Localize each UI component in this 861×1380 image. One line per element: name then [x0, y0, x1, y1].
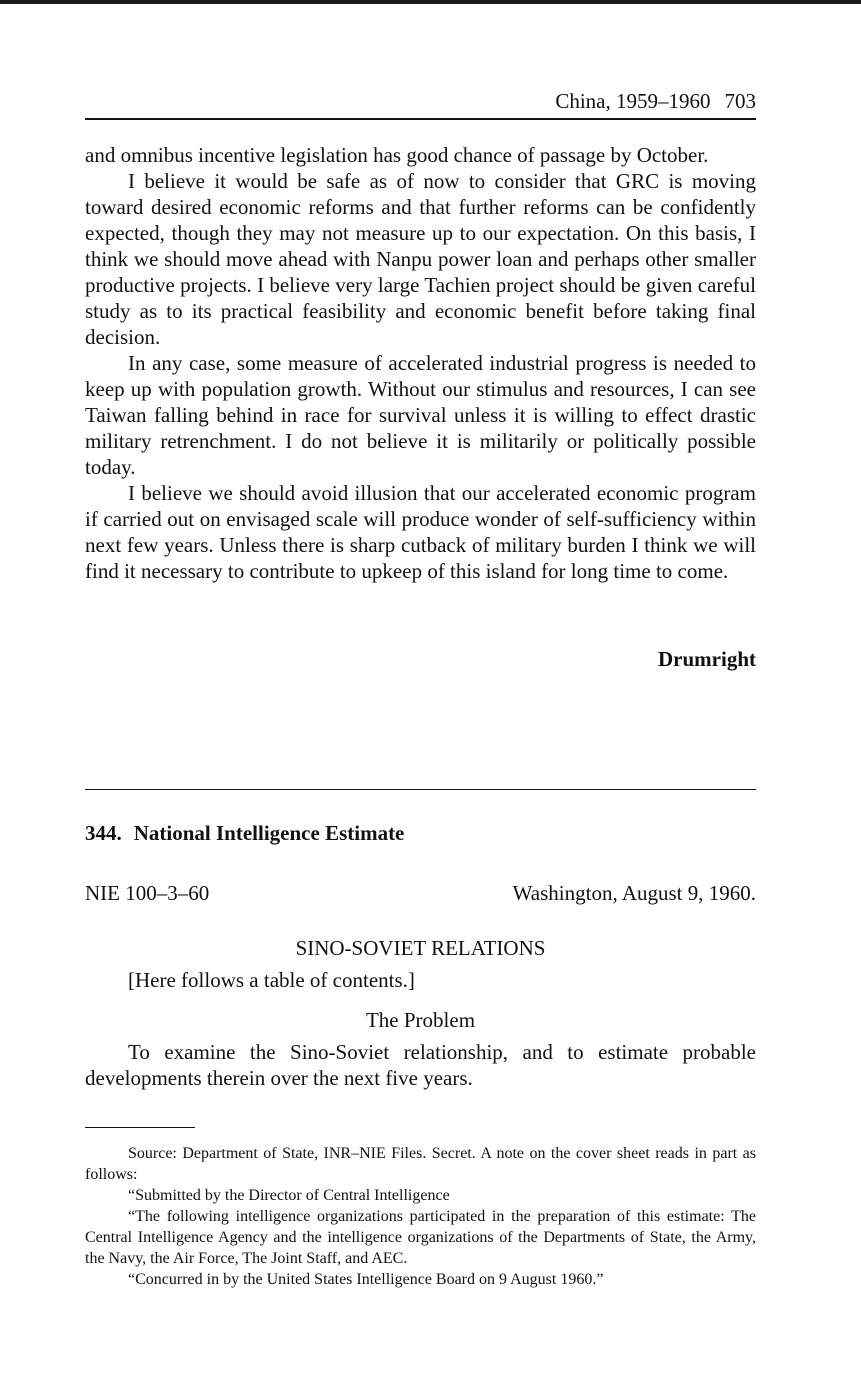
- letter-paragraph: I believe we should avoid illusion that our accelerated economic program if carried out on envisaged scale will produce wonder of self-sufficiency within next few years. Unless there is sharp cutback of military burden I think we will find it necessary to contribute to upkeep of this island for long time to come.: [85, 481, 756, 583]
- document-number: 344.: [85, 821, 122, 845]
- section-text: To examine the Sino-Soviet relationship, and to estimate probable developments therein over the next five years.: [85, 1040, 756, 1090]
- editorial-note: [Here follows a table of contents.]: [128, 968, 415, 992]
- document-subject: SINO-SOVIET RELATIONS: [295, 936, 546, 960]
- footnotes: [85, 1143, 756, 1290]
- section-divider: [85, 789, 756, 790]
- page-top-edge: [0, 0, 861, 4]
- footnote-quote: “The following intelligence organizations participated in the preparation of this estimate: The Central Intelligence Agency and the intelligence organizations of the Departments of State, the Army, the Navy, the Air Force, The Joint Staff, and AEC.: [85, 1208, 756, 1267]
- document-title: National Intelligence Estimate: [133, 821, 405, 845]
- running-title: China, 1959–1960: [555, 89, 711, 113]
- footnote-rule: [85, 1127, 195, 1128]
- document-designation: NIE 100–3–60: [85, 881, 210, 905]
- document-meta: [85, 880, 756, 906]
- page-number: 703: [724, 89, 756, 113]
- footnote-source: Source: Department of State, INR–NIE Files. Secret. A note on the cover sheet reads in part as follows:: [85, 1145, 756, 1183]
- document-heading: [85, 820, 404, 846]
- document-place-date: Washington, August 9, 1960.: [512, 881, 756, 905]
- letter-paragraph: I believe it would be safe as of now to consider that GRC is moving toward desired economic reforms and that further reforms can be confidently expected, though they may not measure up to our expectation. On this basis, I think we should move ahead with Nanpu power loan and perhaps other smaller productive projects. I believe very large Tachien project should be given careful study as to its practical feasibility and economic benefit before taking final decision.: [85, 169, 756, 349]
- signature: Drumright: [658, 647, 756, 671]
- letter-paragraph-continued: and omnibus incentive legislation has good chance of passage by October.: [85, 143, 709, 167]
- header-rule: [85, 118, 756, 120]
- running-head: [85, 88, 756, 114]
- letter-paragraph: In any case, some measure of accelerated industrial progress is needed to keep up with population growth. Without our stimulus and resources, I can see Taiwan falling behind in race for survival unless it is willing to effect drastic military retrenchment. I do not believe it is militarily or politically possible today.: [85, 351, 756, 479]
- footnote-quote: “Concurred in by the United States Intelligence Board on 9 August 1960.”: [128, 1271, 604, 1288]
- letter-body: [85, 142, 756, 584]
- footnote-quote: “Submitted by the Director of Central Intelligence: [128, 1187, 450, 1204]
- section-heading: The Problem: [365, 1008, 476, 1032]
